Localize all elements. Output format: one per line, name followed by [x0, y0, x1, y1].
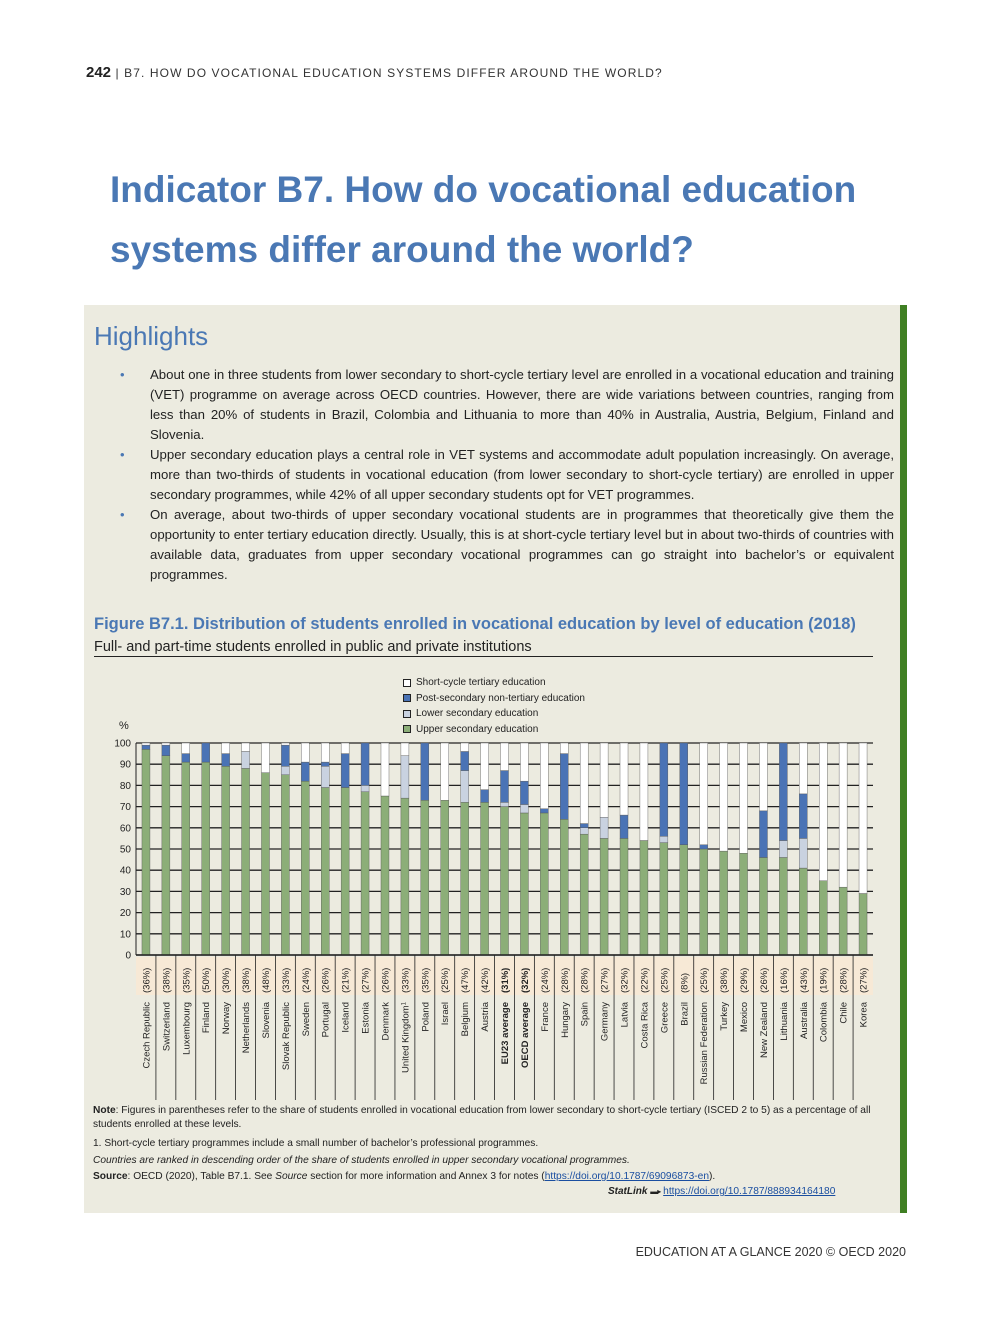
bar-segment	[540, 809, 548, 813]
category-label: Germany	[599, 1002, 611, 1042]
share-label: (27%)	[360, 967, 372, 993]
bar-segment	[361, 792, 369, 955]
bar-segment	[859, 743, 867, 894]
category-label: Spain	[579, 1002, 591, 1027]
bar-segment	[202, 762, 210, 955]
bar-segment	[779, 743, 787, 841]
figure-subtitle: Full- and part-time students enrolled in public and private institutions	[94, 639, 873, 657]
y-tick-label: 100	[114, 738, 131, 750]
bar-segment	[222, 743, 230, 754]
bar-segment	[281, 766, 289, 774]
source-link[interactable]: https://doi.org/10.1787/69096873-en	[544, 1171, 709, 1182]
bar-segment	[242, 751, 250, 768]
bar-segment	[401, 756, 409, 798]
bar-segment	[361, 743, 369, 785]
bar-segment	[520, 813, 528, 955]
category-label: Portugal	[320, 1002, 332, 1038]
bar-segment	[481, 743, 489, 790]
bar-segment	[281, 743, 289, 745]
bar-segment	[779, 841, 787, 858]
share-label: (35%)	[181, 967, 193, 993]
page-title-line1: Indicator B7. How do vocational education	[110, 169, 857, 210]
bar-segment	[162, 743, 170, 745]
source-text-c: ).	[708, 1171, 716, 1182]
bar-segment	[720, 743, 728, 851]
category-label: Turkey	[719, 1002, 731, 1031]
bar-segment	[461, 802, 469, 955]
bar-segment	[242, 768, 250, 955]
bar-segment	[660, 743, 668, 836]
bar-segment	[222, 766, 230, 955]
category-label: Greece	[659, 1002, 671, 1034]
page-title-line2: systems differ around the world?	[110, 229, 694, 270]
bar-segment	[759, 857, 767, 955]
share-label: (26%)	[758, 967, 770, 993]
category-label: Mexico	[739, 1002, 751, 1033]
category-label: Hungary	[559, 1002, 571, 1038]
category-label: Estonia	[360, 1002, 372, 1034]
bar-segment	[779, 857, 787, 955]
bar-segment	[501, 807, 509, 955]
note-label: Note	[93, 1105, 116, 1116]
bar-segment	[520, 781, 528, 804]
bar-segment	[481, 802, 489, 955]
share-label: (29%)	[739, 967, 751, 993]
share-label: (25%)	[699, 967, 711, 993]
category-label: Netherlands	[241, 1002, 253, 1054]
share-label: (42%)	[480, 967, 492, 993]
statlink-logo-icon: ▬▸	[650, 1187, 661, 1196]
bar-segment	[261, 743, 269, 773]
y-axis-unit: %	[119, 720, 129, 732]
category-label: Chile	[838, 1002, 850, 1024]
share-label: (25%)	[440, 967, 452, 993]
share-label: (21%)	[340, 967, 352, 993]
bar-segment	[819, 743, 827, 881]
share-label: (19%)	[818, 967, 830, 993]
highlights-heading: Highlights	[94, 321, 209, 351]
share-label: (35%)	[420, 967, 432, 993]
bullet-text: On average, about two-thirds of upper secondary vocational students are in programmes that theoretically give them the opportunity to enter tertiary education directly. Usually, this is at short-cycle tertiary level but in about two-thirds of countries with available data, graduates from upper secondary vocational programmes can go straight into bachelor’s or equivalent programmes.	[150, 507, 894, 582]
bullet-icon: •	[120, 507, 125, 522]
bar-segment	[580, 824, 588, 828]
bar-segment	[620, 815, 628, 838]
bar-segment	[680, 743, 688, 845]
bar-segment	[859, 894, 867, 955]
bar-segment	[799, 868, 807, 955]
y-tick-label: 30	[119, 886, 131, 898]
y-tick-label: 60	[119, 823, 131, 835]
share-label: (33%)	[280, 967, 292, 993]
share-label: (27%)	[599, 967, 611, 993]
source-text-b: section for more information and Annex 3 for notes (	[307, 1171, 545, 1182]
bar-segment	[540, 743, 548, 809]
legend-label: Upper secondary education	[416, 723, 539, 735]
bar-segment	[421, 800, 429, 955]
bar-segment	[321, 788, 329, 955]
y-tick-label: 0	[125, 950, 131, 962]
legend-label: Lower secondary education	[416, 708, 539, 720]
category-label: Australia	[798, 1002, 810, 1039]
bar-segment	[301, 743, 309, 762]
bar-segment	[839, 743, 847, 887]
category-label: Czech Republic	[141, 1002, 153, 1069]
share-label: (36%)	[141, 967, 153, 993]
bullet-icon: •	[120, 447, 125, 462]
share-label: (8%)	[679, 972, 691, 993]
bar-segment	[461, 771, 469, 803]
bar-segment	[321, 743, 329, 762]
bar-segment	[341, 743, 349, 754]
category-label: New Zealand	[758, 1002, 770, 1058]
bar-segment	[560, 754, 568, 820]
source-italic: Source	[275, 1171, 308, 1182]
category-label: Austria	[480, 1002, 492, 1032]
bar-segment	[301, 762, 309, 781]
bar-segment	[501, 802, 509, 806]
bar-segment	[481, 790, 489, 803]
bar-segment	[540, 813, 548, 955]
share-label: (43%)	[798, 967, 810, 993]
bar-segment	[242, 743, 250, 751]
bar-segment	[580, 834, 588, 955]
bullet-text: About one in three students from lower secondary to short-cycle tertiary level are enrolled in a vocational education and training (VET) programme on average across OECD countries. However, there are wide variations between countries, ranging from less than 20% of students in Brazil, Colombia and Lithuania to more than 40% in Australia, Austria, Belgium, Finland and Slovenia.	[150, 367, 894, 442]
bar-segment	[461, 751, 469, 770]
category-label: Latvia	[619, 1002, 631, 1028]
footnote-1: 1. Short-cycle tertiary programmes include a small number of bachelor’s professional programmes.	[93, 1138, 539, 1149]
share-label: (38%)	[719, 967, 731, 993]
share-label: (26%)	[380, 967, 392, 993]
bar-segment	[700, 743, 708, 845]
bar-segment	[759, 743, 767, 811]
share-label: (28%)	[838, 967, 850, 993]
category-label: France	[539, 1002, 551, 1032]
page-footer: EDUCATION AT A GLANCE 2020 © OECD 2020	[635, 1245, 906, 1259]
bar-segment	[441, 743, 449, 800]
bar-segment	[142, 743, 150, 745]
ranking-note: Countries are ranked in descending order of the share of students enrolled in upper secondary vocational programmes.	[93, 1155, 630, 1166]
bar-segment	[401, 798, 409, 955]
bar-segment	[142, 745, 150, 749]
bar-segment	[501, 771, 509, 803]
category-label: Sweden	[300, 1002, 312, 1037]
category-label: Norway	[221, 1002, 233, 1035]
category-label: Slovenia	[260, 1002, 272, 1039]
share-label: (25%)	[659, 967, 671, 993]
bar-segment	[560, 819, 568, 955]
bar-segment	[720, 851, 728, 955]
share-label: (24%)	[539, 967, 551, 993]
share-label: (27%)	[858, 967, 870, 993]
bar-segment	[381, 796, 389, 955]
category-label: Brazil	[679, 1002, 691, 1026]
share-label: (24%)	[300, 967, 312, 993]
share-label: (26%)	[320, 967, 332, 993]
share-label: (28%)	[579, 967, 591, 993]
bar-segment	[759, 811, 767, 858]
bar-segment	[620, 743, 628, 815]
bar-segment	[560, 743, 568, 754]
bar-segment	[182, 743, 190, 754]
note-text: : Figures in parentheses refer to the share of students enrolled in vocational education from lower secondary to short-cycle tertiary (ISCED 2 to 5) as a percentage of all students enrolled at these levels.	[93, 1105, 871, 1130]
bar-segment	[142, 749, 150, 955]
share-label: (50%)	[201, 967, 213, 993]
figure-note	[93, 1104, 895, 1132]
bar-segment	[520, 804, 528, 812]
statlink-link[interactable]: https://doi.org/10.1787/888934164180	[663, 1186, 836, 1197]
share-label: (38%)	[241, 967, 253, 993]
bar-segment	[341, 788, 349, 955]
y-tick-label: 70	[119, 802, 131, 814]
share-label: (38%)	[161, 967, 173, 993]
share-label: (32%)	[619, 967, 631, 993]
category-label: Israel	[440, 1002, 452, 1026]
bar-segment	[799, 838, 807, 868]
y-tick-label: 20	[119, 908, 131, 920]
bar-segment	[819, 881, 827, 955]
bar-segment	[680, 845, 688, 955]
y-tick-label: 80	[119, 780, 131, 792]
bar-segment	[361, 785, 369, 791]
bar-segment	[162, 756, 170, 955]
figure-title: Figure B7.1. Distribution of students enrolled in vocational education by level of education (2018)	[94, 615, 856, 633]
share-label: (48%)	[260, 967, 272, 993]
category-label: Belgium	[460, 1002, 472, 1037]
bar-segment	[182, 762, 190, 955]
bar-segment	[381, 743, 389, 796]
share-label: (16%)	[778, 967, 790, 993]
category-label: Colombia	[818, 1002, 830, 1043]
bar-segment	[421, 743, 429, 800]
share-label: (30%)	[221, 967, 233, 993]
bar-segment	[441, 800, 449, 955]
bar-segment	[401, 743, 409, 756]
bar-segment	[839, 887, 847, 955]
source-label: Source	[93, 1171, 128, 1182]
bar-segment	[660, 836, 668, 842]
share-label: (32%)	[519, 967, 531, 993]
category-label: Denmark	[380, 1002, 392, 1041]
bullet-icon: •	[120, 367, 125, 382]
bar-segment	[799, 794, 807, 839]
share-label: (33%)	[400, 967, 412, 993]
bar-segment	[202, 743, 210, 762]
bar-segment	[520, 743, 528, 781]
bar-segment	[740, 743, 748, 853]
bar-segment	[321, 762, 329, 766]
bar-segment	[600, 743, 608, 817]
category-label: Luxembourg	[181, 1002, 193, 1055]
category-label: Poland	[420, 1002, 432, 1032]
section-title: | B7. HOW DO VOCATIONAL EDUCATION SYSTEMS DIFFER AROUND THE WORLD?	[115, 66, 663, 80]
bar-segment	[182, 754, 190, 762]
legend-label: Short-cycle tertiary education	[416, 677, 546, 689]
bar-segment	[600, 817, 608, 838]
bar-segment	[261, 773, 269, 955]
statlink	[608, 1186, 835, 1197]
bar-segment	[740, 853, 748, 955]
bar-segment	[660, 843, 668, 955]
bar-segment	[700, 849, 708, 955]
y-tick-label: 10	[119, 929, 131, 941]
statlink-label: StatLink	[608, 1186, 648, 1197]
bar-segment	[461, 743, 469, 751]
bar-segment	[281, 775, 289, 955]
category-label: Slovak Republic	[280, 1002, 292, 1071]
bar-segment	[580, 743, 588, 824]
bar-segment	[640, 743, 648, 841]
bar-segment	[222, 754, 230, 767]
page-number: 242	[86, 64, 112, 81]
bar-segment	[600, 838, 608, 955]
category-label: Costa Rica	[639, 1002, 651, 1049]
bar-segment	[281, 745, 289, 766]
bar-segment	[162, 745, 170, 756]
bar-segment	[799, 743, 807, 794]
share-label: (28%)	[559, 967, 571, 993]
y-tick-label: 50	[119, 844, 131, 856]
bar-segment	[501, 743, 509, 771]
bar-segment	[301, 781, 309, 955]
category-label: Finland	[201, 1002, 213, 1034]
source-note	[93, 1170, 895, 1184]
legend-label: Post-secondary non-tertiary education	[416, 692, 585, 704]
bar-segment	[321, 766, 329, 787]
category-label: Switzerland	[161, 1002, 173, 1052]
bar-segment	[620, 838, 628, 955]
bar-segment	[580, 828, 588, 834]
category-label: Russian Federation	[699, 1002, 711, 1085]
source-text-a: : OECD (2020), Table B7.1. See	[127, 1171, 276, 1182]
category-label: Iceland	[340, 1002, 352, 1033]
share-label: (22%)	[639, 967, 651, 993]
footnote-mark: 1	[401, 1002, 408, 1006]
y-tick-label: 40	[119, 865, 131, 877]
category-label: Lithuania	[778, 1002, 790, 1041]
share-label: (31%)	[500, 967, 511, 993]
category-label: Korea	[858, 1002, 870, 1028]
y-tick-label: 90	[119, 759, 131, 771]
share-label: (47%)	[460, 967, 472, 993]
bar-segment	[640, 841, 648, 955]
category-label: EU23 average	[500, 1002, 511, 1065]
bar-segment	[341, 754, 349, 788]
bullet-text: Upper secondary education plays a central role in VET systems and accommodate adult population increasingly. On average, more than two-thirds of students in vocational education (from lower secondary to short-cycle tertiary) are enrolled in upper secondary programmes, while 42% of all upper secondary students opt for VET programmes.	[150, 447, 894, 502]
bar-segment	[700, 845, 708, 849]
category-label: United Kingdom$^1$	[400, 1002, 412, 1073]
category-label: OECD average	[519, 1002, 531, 1069]
